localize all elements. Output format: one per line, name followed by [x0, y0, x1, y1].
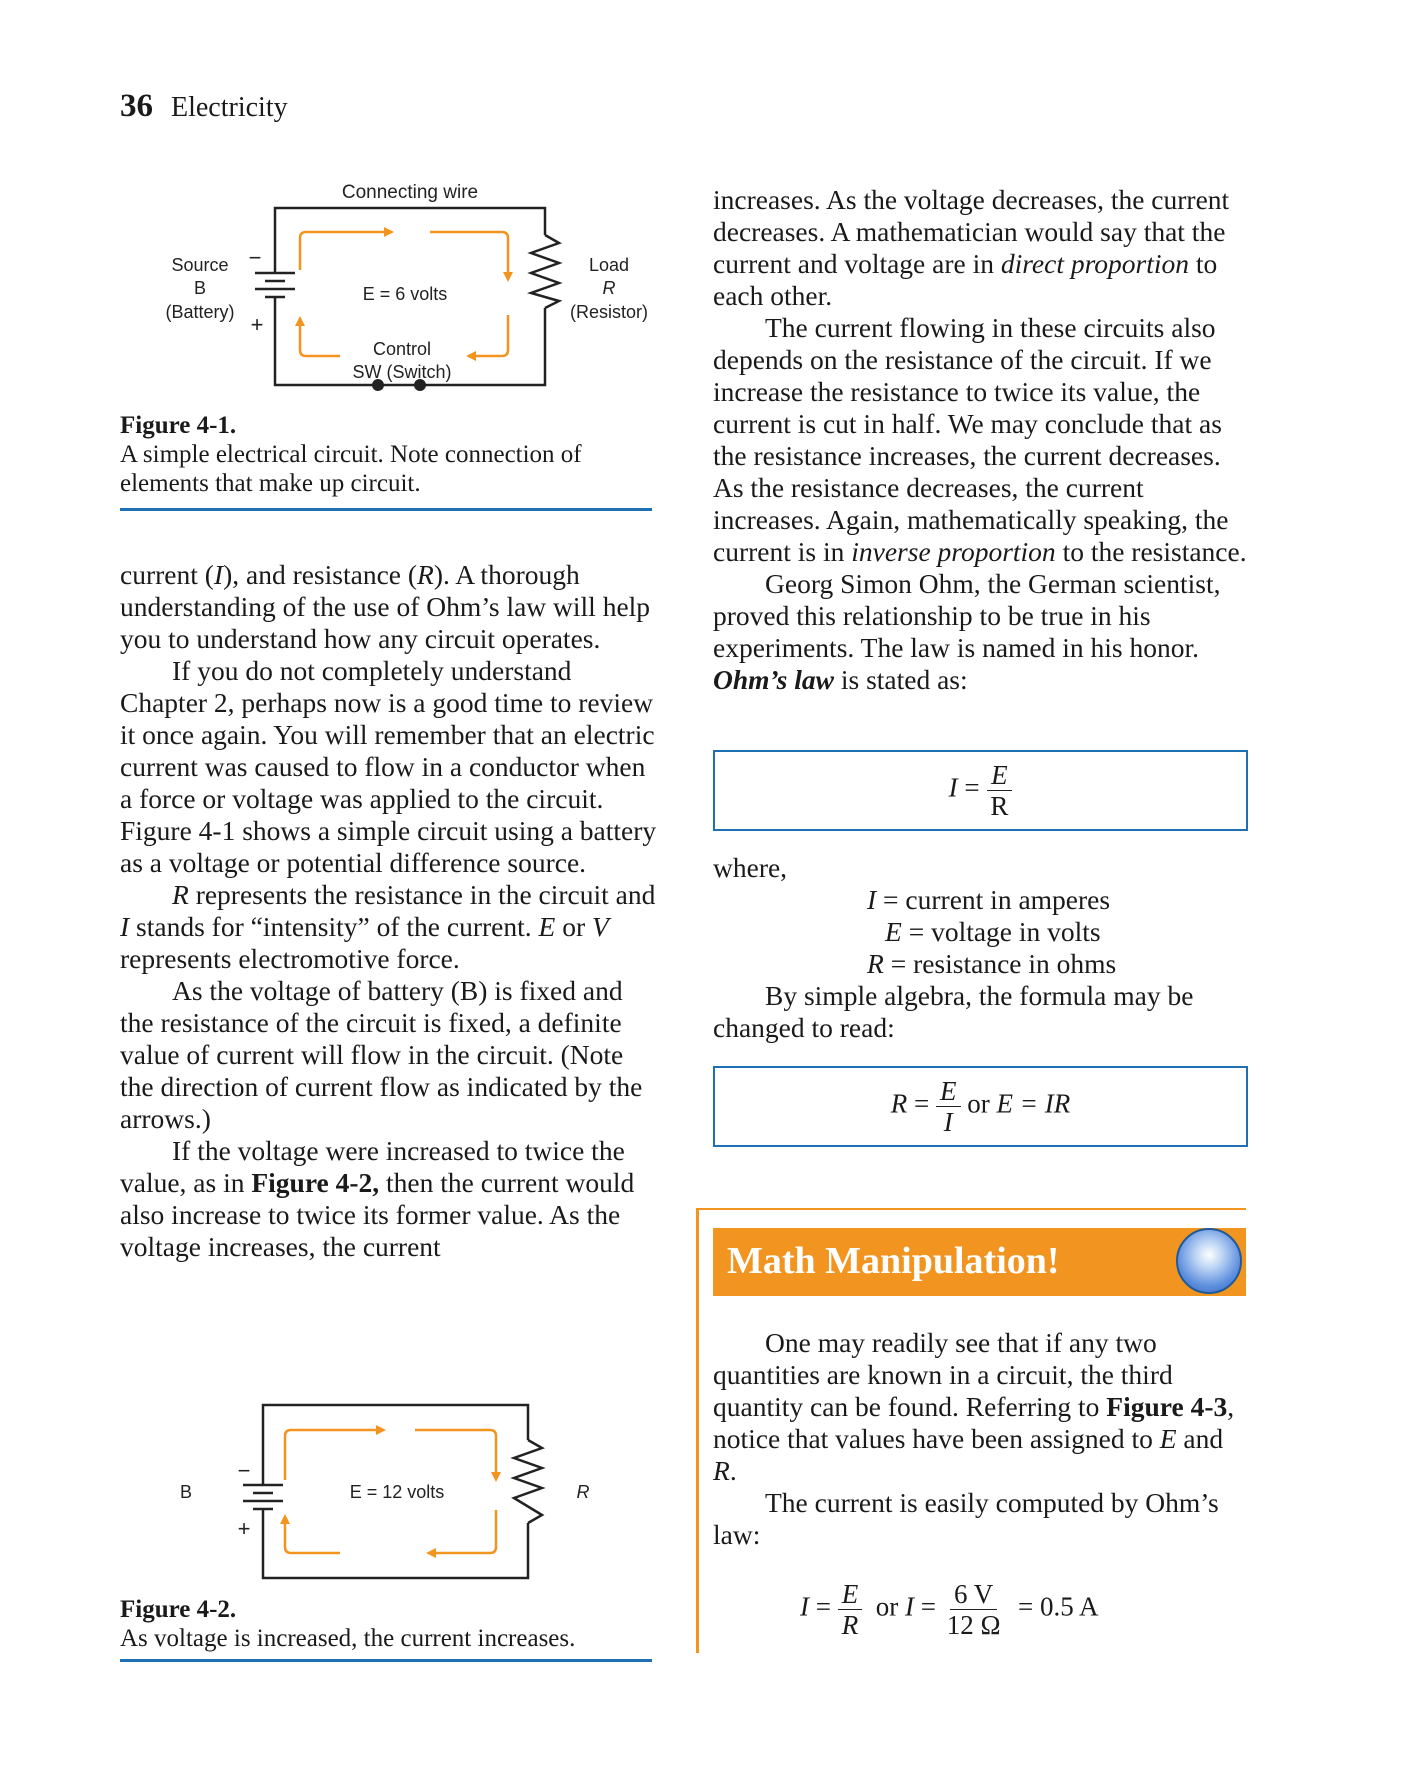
resistor-symbol: [531, 235, 559, 308]
math-box-top-rule: [696, 1208, 1246, 1210]
figure-rule: [120, 508, 652, 511]
control-label: Control: [372, 339, 432, 359]
battery-b-label: B: [193, 278, 207, 298]
voltage-label: E = 12 volts: [349, 1482, 445, 1502]
math-manipulation-title: Math Manipulation!: [727, 1240, 1060, 1282]
circuit-wire: [263, 1405, 528, 1485]
figure-4-2-diagram: [150, 1390, 670, 1590]
ohms-law-equation-box: [713, 750, 1248, 831]
globe-icon: [1176, 1228, 1242, 1294]
equation: I = $\frac{E}{R}$: [949, 760, 1013, 821]
paragraph: Georg Simon Ohm, the German scientist, proved this relationship to be true in his experiments. The law is named in his honor. Ohm’s law is stated as:: [713, 568, 1221, 695]
figure-4-1-diagram: [150, 170, 670, 400]
battery-plus-sign: +: [250, 312, 264, 337]
resistor-symbol: [514, 1440, 542, 1523]
right-column-text: [713, 852, 1253, 884]
source-label: Source: [171, 255, 229, 275]
battery-b-label: B: [179, 1482, 193, 1502]
figure-caption-text: As voltage is increased, the current increases.: [120, 1625, 576, 1652]
equation: R = $\frac{E}{I}$ or E = IR: [890, 1076, 1071, 1137]
page-header: [120, 88, 288, 125]
paragraph: The current is easily computed by Ohm’s law:: [713, 1487, 1219, 1550]
battery-label: (Battery): [165, 302, 235, 322]
figure-4-2-caption: [120, 1595, 650, 1653]
battery-minus-sign: −: [248, 245, 262, 270]
paragraph: R represents the resistance in the circuit and I stands for “intensity” of the current. E or V represents electromotive force.: [120, 879, 656, 974]
paragraph: current (I), and resistance (R). A thorough understanding of the use of Ohm’s law will help you to understand how any circuit operates.: [120, 559, 651, 654]
definition-row: I = current in amperes: [867, 884, 1111, 915]
circuit-wire: [275, 208, 545, 273]
variable-definitions: [713, 884, 1253, 980]
resistor-r-label: R: [602, 278, 616, 298]
left-column-text: [120, 559, 660, 1263]
math-manipulation-title-bar: [713, 1228, 1246, 1296]
figure-label: Figure 4-2.: [120, 1596, 237, 1623]
paragraph: The current flowing in these circuits also depends on the resistance of the circuit. If we increase the resistance to twice its value, the current is cut in half. We may conclude that as the resistance increases, the current decreases. As the resistance decreases, the current increases. Again, mathematically speaking, the current is in inverse proportion to the resistance.: [713, 312, 1247, 567]
math-box-side-rule: [696, 1208, 699, 1653]
resistor-label: (Resistor): [569, 302, 649, 322]
paragraph: One may readily see that if any two quantities are known in a circuit, the third quantity can be found. Referring to Figure 4-3, notice that values have been assigned to E and R.: [713, 1327, 1235, 1486]
paragraph: By simple algebra, the formula may be changed to read:: [713, 980, 1194, 1043]
figure-caption-text: A simple electrical circuit. Note connection of elements that make up circuit.: [120, 441, 582, 497]
battery-symbol: [243, 1485, 283, 1518]
page-number: 36: [120, 88, 153, 124]
connecting-wire-label: Connecting wire: [341, 182, 479, 203]
definition-row: E = voltage in volts: [885, 916, 1101, 947]
circuit-wire: [263, 1518, 528, 1578]
rearranged-equation-box: [713, 1066, 1248, 1147]
paragraph: As the voltage of battery (B) is fixed and the resistance of the circuit is fixed, a definite value of current will flow in the circuit. (Note the direction of current flow as indicated by the arrows.): [120, 975, 643, 1134]
right-column-text: [713, 980, 1253, 1044]
paragraph: If the voltage were increased to twice the value, as in Figure 4-2, then the current would also increase to twice its former value. As the voltage increases, the current: [120, 1135, 635, 1262]
switch-label: SW (Switch): [352, 362, 452, 382]
voltage-label: E = 6 volts: [362, 284, 448, 304]
paragraph: If you do not completely understand Chapter 2, perhaps now is a good time to review it once again. You will remember that an electric current was caused to flow in a conductor when a force or voltage was applied to the circuit. Figure 4-1 shows a simple circuit using a battery as a voltage or potential difference source.: [120, 655, 657, 878]
figure-label: Figure 4-1.: [120, 412, 237, 439]
right-column-text: [713, 184, 1253, 696]
chapter-title: Electricity: [171, 92, 288, 123]
battery-plus-sign: +: [237, 1516, 251, 1541]
figure-4-1-caption: [120, 411, 650, 498]
battery-symbol: [255, 273, 295, 305]
math-box-equation: I = $\frac{E}{R}$ or I = $\frac{6 V}{12 \Omega}$ = 0.5 A: [800, 1579, 1099, 1640]
load-label: Load: [588, 255, 630, 275]
definition-row: R = resistance in ohms: [867, 948, 1117, 979]
battery-minus-sign: −: [237, 1458, 251, 1483]
where-label: where,: [713, 852, 788, 883]
math-box-text: [713, 1327, 1253, 1551]
figure-rule: [120, 1659, 652, 1662]
paragraph: increases. As the voltage decreases, the current decreases. A mathematician would say that the current and voltage are in direct proportion to each other.: [713, 184, 1230, 311]
resistor-r-label: R: [576, 1482, 590, 1502]
